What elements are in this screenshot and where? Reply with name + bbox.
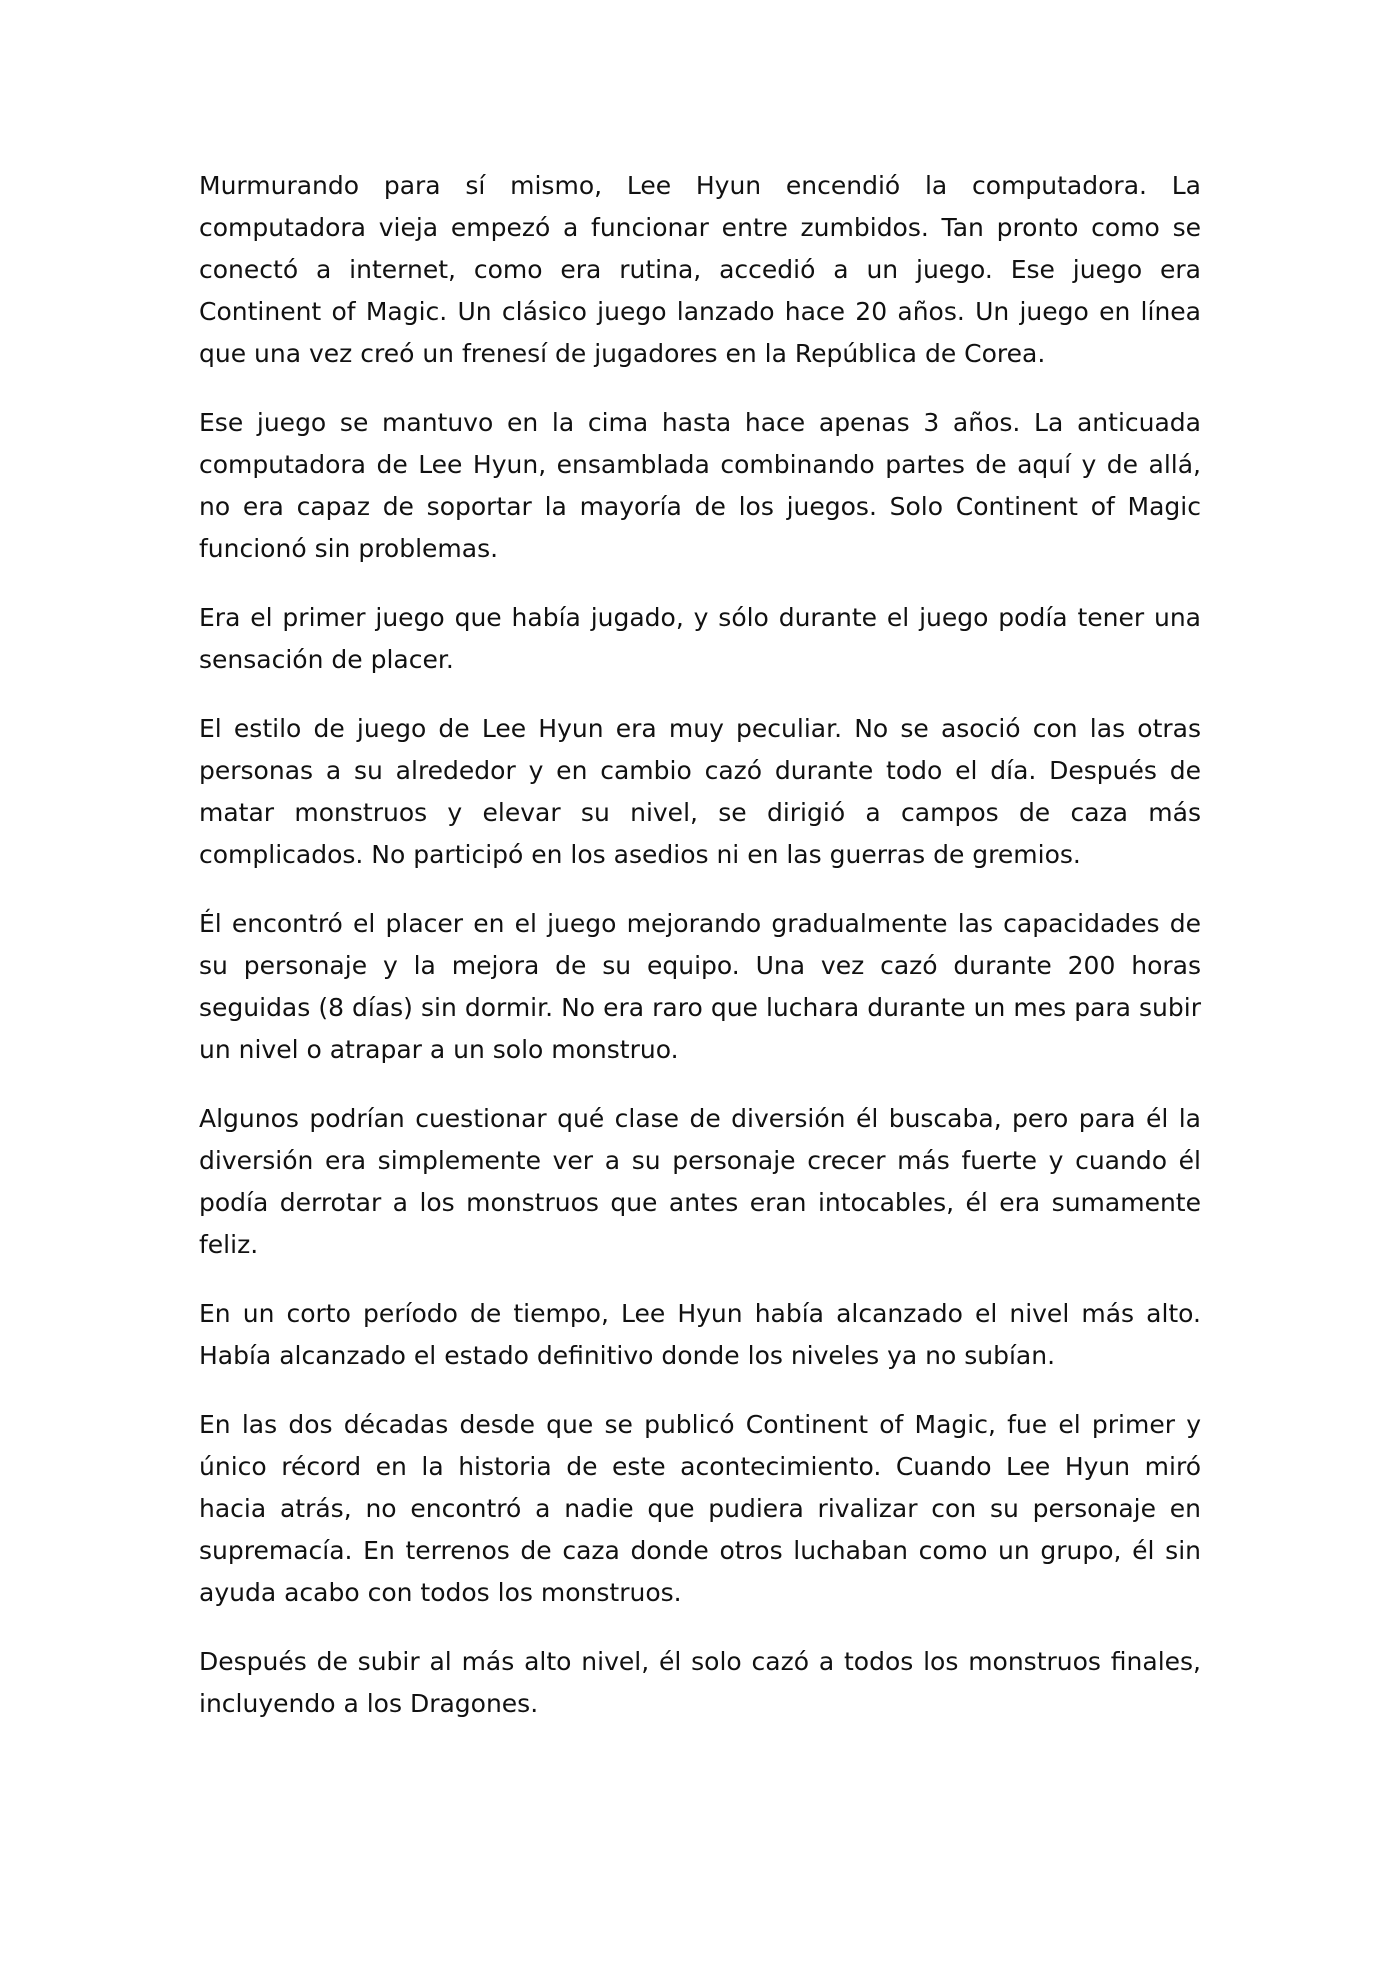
paragraph-1: Murmurando para sí mismo, Lee Hyun encendió la computadora. La computadora vieja empezó a funcionar entre zumbidos. Tan pronto como se conectó a internet, como era rutina, accedió a un juego. Ese juego era Continent of Magic. Un clásico juego lanzado hace 20 años. Un juego en línea que una vez creó un frenesí de jugadores en la República de Corea. [199, 171, 1201, 368]
paragraph-8: En las dos décadas desde que se publicó Continent of Magic, fue el primer y único récord en la historia de este acontecimiento. Cuando Lee Hyun miró hacia atrás, no encontró a nadie que pudiera rivalizar con su personaje en supremacía. En terrenos de caza donde otros luchaban como un grupo, él sin ayuda acabo con todos los monstruos. [199, 1410, 1201, 1607]
paragraph-6: Algunos podrían cuestionar qué clase de diversión él buscaba, pero para él la diversión era simplemente ver a su personaje crecer más fuerte y cuando él podía derrotar a los monstruos que antes eran intocables, él era sumamente feliz. [199, 1104, 1201, 1259]
paragraph-5: Él encontró el placer en el juego mejorando gradualmente las capacidades de su personaje y la mejora de su equipo. Una vez cazó durante 200 horas seguidas (8 días) sin dormir. No era raro que luchara durante un mes para subir un nivel o atrapar a un solo monstruo. [199, 909, 1201, 1064]
paragraph-2: Ese juego se mantuvo en la cima hasta hace apenas 3 años. La anticuada computadora de Lee Hyun, ensamblada combinando partes de aquí y de allá, no era capaz de soportar la mayoría de los juegos. Solo Continent of Magic funcionó sin problemas. [199, 408, 1201, 563]
paragraph-3: Era el primer juego que había jugado, y sólo durante el juego podía tener una sensación de placer. [199, 603, 1201, 674]
paragraph-9: Después de subir al más alto nivel, él solo cazó a todos los monstruos finales, incluyendo a los Dragones. [199, 1647, 1201, 1718]
paragraph-7: En un corto período de tiempo, Lee Hyun había alcanzado el nivel más alto. Había alcanzado el estado definitivo donde los niveles ya no subían. [199, 1299, 1201, 1370]
document-body [199, 165, 1201, 1752]
paragraph-4: El estilo de juego de Lee Hyun era muy peculiar. No se asoció con las otras personas a su alrededor y en cambio cazó durante todo el día. Después de matar monstruos y elevar su nivel, se dirigió a campos de caza más complicados. No participó en los asedios ni en las guerras de gremios. [199, 714, 1201, 869]
